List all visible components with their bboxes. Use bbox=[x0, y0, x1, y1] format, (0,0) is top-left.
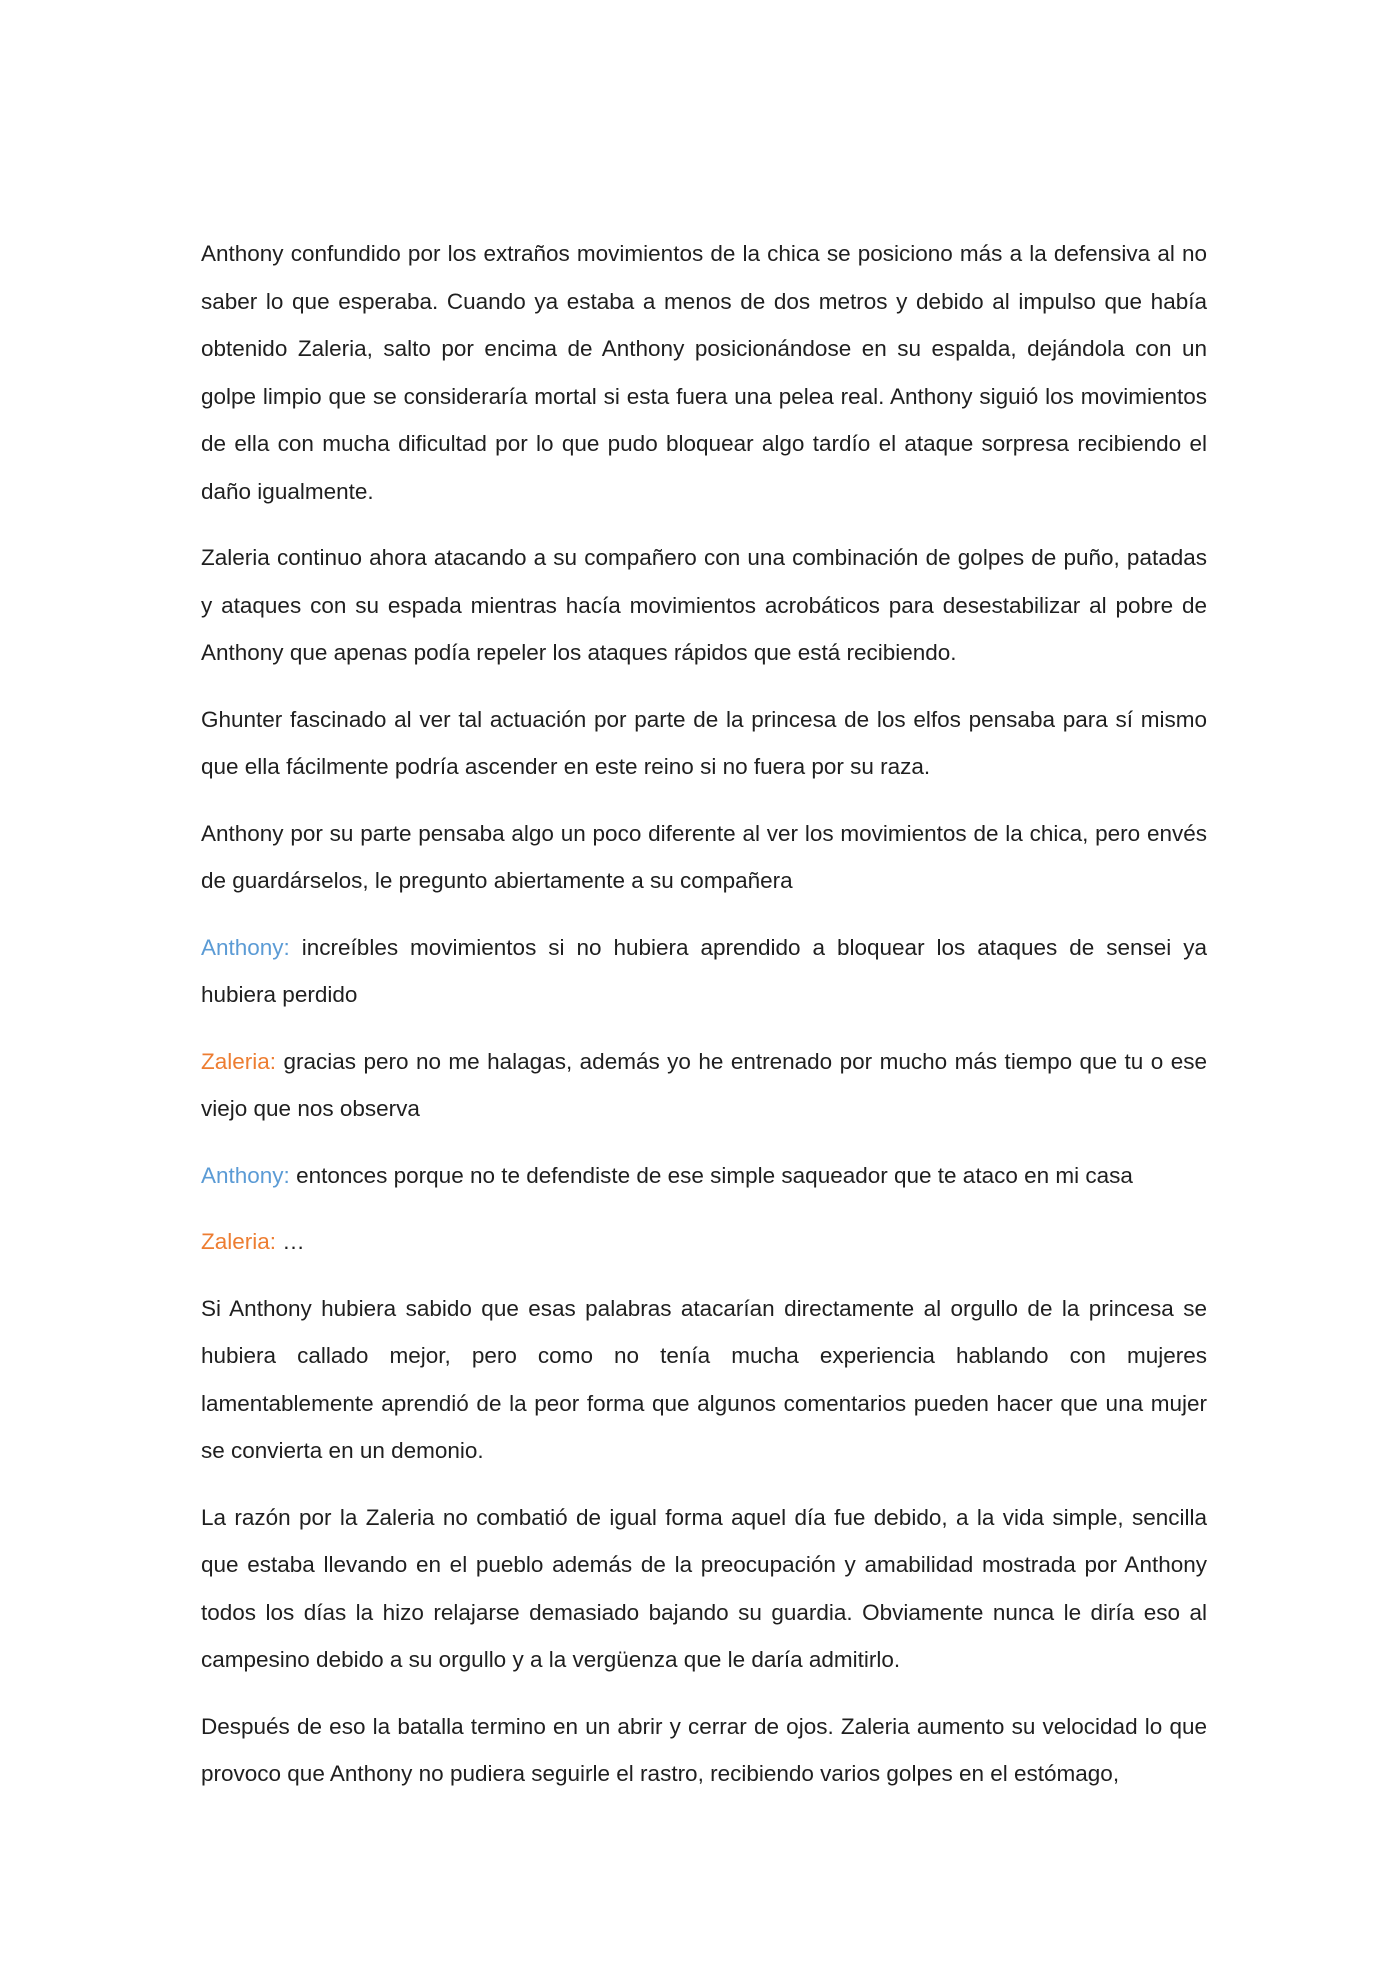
paragraph-11 bbox=[201, 1703, 1207, 1798]
paragraph-text: Anthony confundido por los extraños movimientos de la chica se posiciono más a la defensiva al no saber lo que esperaba. Cuando ya estaba a menos de dos metros y debido al impulso que había obtenido Zaleria, salto por encima de Anthony posicionándose en su espalda, dejándola con un golpe limpio que se consideraría mortal si esta fuera una pelea real. Anthony siguió los movimientos de ella con mucha dificultad por lo que pudo bloquear algo tardío el ataque sorpresa recibiendo el daño igualmente. bbox=[201, 241, 1207, 504]
dialogue-anthony-1 bbox=[201, 924, 1207, 1019]
paragraph-text: Zaleria continuo ahora atacando a su compañero con una combinación de golpes de puño, patadas y ataques con su espada mientras hacía movimientos acrobáticos para desestabilizar al pobre de Anthony que apenas podía repeler los ataques rápidos que está recibiendo. bbox=[201, 545, 1207, 665]
dialogue-text: increíbles movimientos si no hubiera aprendido a bloquear los ataques de sensei ya hubiera perdido bbox=[201, 934, 1207, 1007]
paragraph-text: Si Anthony hubiera sabido que esas palabras atacarían directamente al orgullo de la princesa se hubiera callado mejor, pero como no tenía mucha experiencia hablando con mujeres lamentablemente aprendió de la peor forma que algunos comentarios pueden hacer que una mujer se convierta en un demonio. bbox=[201, 1295, 1207, 1463]
paragraph-text: Después de eso la batalla termino en un abrir y cerrar de ojos. Zaleria aumento su velocidad lo que provoco que Anthony no pudiera seguirle el rastro, recibiendo varios golpes en el estómago, bbox=[201, 1713, 1207, 1786]
paragraph-2 bbox=[201, 534, 1207, 677]
paragraph-9 bbox=[201, 1285, 1207, 1475]
paragraph-text: Anthony por su parte pensaba algo un poco diferente al ver los movimientos de la chica, pero envés de guardárselos, le pregunto abiertamente a su compañera bbox=[201, 820, 1207, 893]
dialogue-text: gracias pero no me halagas, además yo he entrenado por mucho más tiempo que tu o ese viejo que nos observa bbox=[201, 1048, 1207, 1121]
speaker-label-anthony: Anthony: bbox=[201, 934, 290, 960]
document-page bbox=[201, 230, 1207, 1817]
paragraph-10 bbox=[201, 1494, 1207, 1684]
paragraph-text: La razón por la Zaleria no combatió de igual forma aquel día fue debido, a la vida simple, sencilla que estaba llevando en el pueblo además de la preocupación y amabilidad mostrada por Anthony todos los días la hizo relajarse demasiado bajando su guardia. Obviamente nunca le diría eso al campesino debido a su orgullo y a la vergüenza que le daría admitirlo. bbox=[201, 1504, 1207, 1672]
paragraph-4 bbox=[201, 810, 1207, 905]
speaker-label-zaleria: Zaleria: bbox=[201, 1229, 277, 1254]
dialogue-zaleria-2 bbox=[201, 1218, 1207, 1266]
speaker-label-zaleria: Zaleria: bbox=[201, 1048, 277, 1074]
paragraph-3 bbox=[201, 696, 1207, 791]
paragraph-text: Ghunter fascinado al ver tal actuación por parte de la princesa de los elfos pensaba para sí mismo que ella fácilmente podría ascender en este reino si no fuera por su raza. bbox=[201, 706, 1207, 779]
paragraph-1 bbox=[201, 230, 1207, 515]
dialogue-zaleria-1 bbox=[201, 1038, 1207, 1133]
dialogue-text: entonces porque no te defendiste de ese simple saqueador que te ataco en mi casa bbox=[289, 1162, 1133, 1188]
speaker-label-anthony: Anthony: bbox=[201, 1162, 290, 1188]
dialogue-text: … bbox=[276, 1229, 305, 1254]
dialogue-anthony-2 bbox=[201, 1152, 1207, 1200]
